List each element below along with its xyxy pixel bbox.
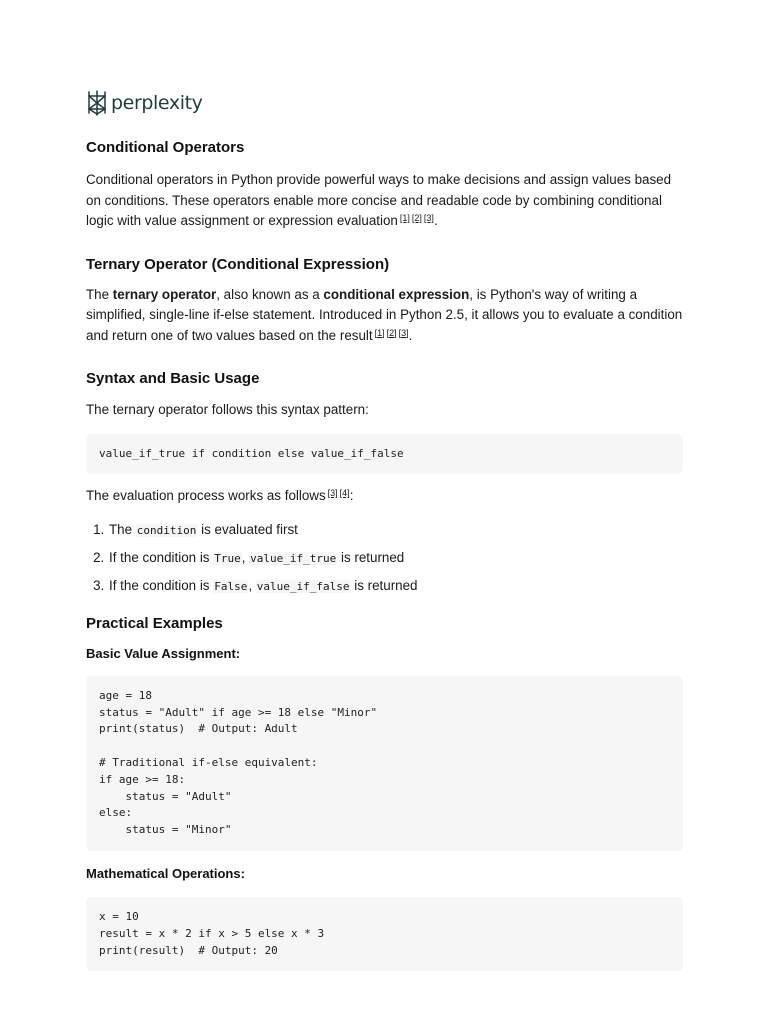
math-operations-code-block[interactable]: x = 10 result = x * 2 if x > 5 else x * 3 print(result) # Output: 20 — [86, 897, 683, 971]
citation-3[interactable]: [3] — [398, 327, 409, 338]
ternary-text-the: The — [86, 286, 113, 302]
intro-end: . — [433, 213, 438, 228]
ternary-text-rest: , is Python's way of writing a simplified, single-line if-else statement. Introduced in Python 2.5, it allows you to evaluate a condition and return one of two values based on the result — [86, 286, 683, 343]
citation-1[interactable]: [1] — [399, 213, 410, 223]
brand-name: perplexity — [111, 92, 203, 114]
heading-syntax: Syntax and Basic Usage — [86, 370, 260, 387]
step-text: is returned — [350, 577, 418, 593]
step-text: If the condition is — [109, 577, 214, 593]
intro-text: Conditional operators in Python provide powerful ways to make decisions and assign values based on conditions. These operators enable more concise and readable code by combining conditional logic with value assignment or expression evaluation — [86, 172, 672, 228]
syntax-code-block[interactable]: value_if_true if condition else value_if_false — [86, 434, 683, 475]
document-content — [86, 90, 683, 971]
intro-paragraph — [86, 170, 683, 232]
step-text: is returned — [337, 549, 405, 565]
inline-code: value_if_false — [256, 579, 350, 593]
step-text: is evaluated first — [197, 521, 298, 537]
ternary-paragraph — [86, 285, 683, 347]
evaluation-text: The evaluation process works as follows — [86, 488, 326, 504]
perplexity-logo-icon — [86, 90, 108, 116]
inline-code: condition — [136, 523, 197, 537]
heading-ternary-operator: Ternary Operator (Conditional Expression) — [86, 255, 390, 273]
evaluation-paragraph — [86, 486, 683, 507]
step-text: , — [248, 577, 256, 593]
basic-assignment-code-block[interactable]: age = 18 status = "Adult" if age >= 18 else "Minor" print(status) # Output: Adult # Traditional if-else equivalent: if age >= 18: status = "Adult" else: status = "Minor" — [86, 676, 683, 851]
brand-logo[interactable] — [86, 90, 683, 116]
citation-2[interactable]: [2] — [411, 213, 422, 223]
syntax-intro: The ternary operator follows this syntax pattern: — [86, 402, 369, 417]
citation-2[interactable]: [2] — [386, 327, 397, 338]
heading-practical-examples: Practical Examples — [86, 614, 223, 632]
citation-3[interactable]: [3] — [327, 488, 338, 499]
ternary-text-mid: , also known as a — [216, 286, 324, 302]
list-item — [108, 576, 683, 597]
inline-code: True — [214, 551, 241, 565]
ternary-end: . — [408, 327, 413, 343]
citation-3[interactable]: [3] — [423, 213, 434, 223]
heading-basic-value-assignment: Basic Value Assignment: — [86, 645, 241, 661]
conditional-expression-bold-term: conditional expression — [323, 286, 470, 302]
ternary-bold-term: ternary operator — [112, 286, 217, 302]
heading-conditional-operators: Conditional Operators — [86, 139, 245, 156]
step-text: The — [109, 521, 136, 537]
list-item — [108, 520, 683, 541]
citation-1[interactable]: [1] — [374, 327, 385, 338]
inline-code: False — [214, 579, 248, 593]
list-item — [108, 548, 683, 569]
citation-4[interactable]: [4] — [339, 488, 350, 499]
inline-code: value_if_true — [250, 551, 337, 565]
step-text: If the condition is — [109, 549, 214, 565]
evaluation-end: : — [349, 488, 354, 504]
step-text: , — [241, 549, 250, 565]
heading-mathematical-operations: Mathematical Operations: — [86, 865, 245, 881]
evaluation-steps-list — [86, 520, 683, 597]
